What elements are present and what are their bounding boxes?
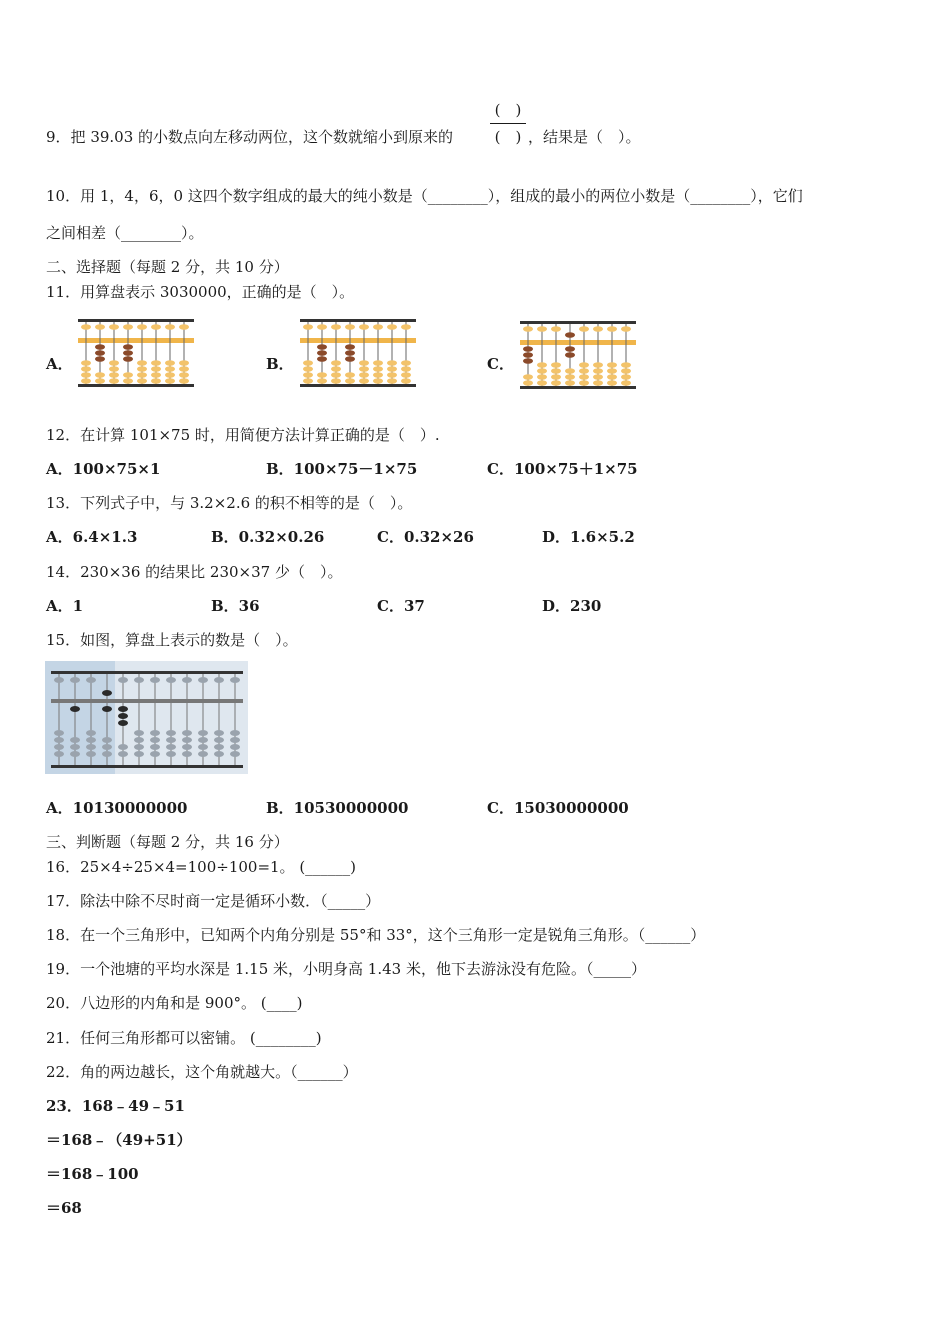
q9-fraction [488, 100, 528, 147]
q14-option-a: A．1 [46, 597, 84, 615]
q13-option-a: A．6.4×1.3 [46, 528, 138, 546]
q15-option-b: B．10530000000 [266, 799, 409, 817]
q9-number: 9． [46, 128, 71, 146]
q11-option-a-label: A． [46, 355, 73, 373]
q11-option-c-label: C． [487, 355, 514, 373]
judge-item-20: 20．八边形的内角和是 900°。 (____) [46, 994, 303, 1012]
judge-item-18: 18．在一个三角形中，已知两个内角分别是 55°和 33°，这个三角形一定是锐角三角形。（______） [46, 926, 706, 944]
abacus-option-a [76, 318, 196, 390]
q14-option-b: B．36 [211, 597, 260, 615]
q14-option-c: C．37 [377, 597, 425, 615]
q15-option-c: C．15030000000 [487, 799, 629, 817]
q13-option-b: B．0.32×0.26 [211, 528, 325, 546]
abacus-option-b [298, 318, 418, 390]
q23-line4: ＝68 [46, 1199, 82, 1217]
q15-option-a: A．10130000000 [46, 799, 188, 817]
judge-item-22: 22．角的两边越长，这个角就越大。（______） [46, 1063, 358, 1081]
judge-item-21: 21．任何三角形都可以密铺。 (________) [46, 1029, 322, 1047]
q15-stem: 15．如图，算盘上表示的数是（ ）。 [46, 631, 298, 649]
q12-stem: 12．在计算 101×75 时，用简便方法计算正确的是（ ）. [46, 426, 440, 444]
q9-text-a: 把 39.03 的小数点向左移动两位，这个数就缩小到原来的 [70, 128, 454, 146]
q9-fraction-denominator: ( ) [494, 128, 522, 146]
q9-fraction-bar [490, 123, 526, 124]
q14-option-d: D．230 [542, 597, 602, 615]
q13-stem: 13．下列式子中，与 3.2×2.6 的积不相等的是（ ）。 [46, 494, 413, 512]
section3-heading: 三、判断题（每题 2 分，共 16 分） [46, 833, 289, 851]
abacus-option-c [518, 320, 638, 392]
q11-option-b-label: B． [266, 355, 294, 373]
judge-item-17: 17．除法中除不尽时商一定是循环小数．（_____） [46, 892, 381, 910]
q12-option-a: A．100×75×1 [46, 460, 161, 478]
q15-abacus-photo [45, 661, 248, 774]
q9-line [46, 127, 453, 147]
q9-text-b: ，结果是（ ）。 [528, 128, 641, 146]
q12-option-b: B．100×75－1×75 [266, 460, 418, 478]
q23-line2: ＝168﹣（49+51） [46, 1131, 192, 1149]
section2-heading: 二、选择题（每题 2 分，共 10 分） [46, 258, 289, 276]
q23-line3: ＝168﹣100 [46, 1165, 139, 1183]
q10-line1: 10．用 1，4，6，0 这四个数字组成的最大的纯小数是（________），组成的最小的两位小数是（________），它们 [46, 187, 803, 205]
q9-fraction-numerator: ( ) [494, 101, 522, 119]
q23-line1: 23．168﹣49﹣51 [46, 1097, 185, 1115]
judge-item-19: 19．一个池塘的平均水深是 1.15 米，小明身高 1.43 米，他下去游泳没有危险。（_____） [46, 960, 646, 978]
q13-option-d: D．1.6×5.2 [542, 528, 635, 546]
q10-line2: 之间相差（________）。 [46, 224, 204, 242]
q14-stem: 14．230×36 的结果比 230×37 少（ ）。 [46, 563, 343, 581]
judge-item-16: 16．25×4÷25×4=100÷100=1。 (______) [46, 858, 357, 876]
q11-stem: 11．用算盘表示 3030000，正确的是（ ）。 [46, 283, 355, 301]
q12-option-c: C．100×75＋1×75 [487, 460, 638, 478]
q13-option-c: C．0.32×26 [377, 528, 474, 546]
